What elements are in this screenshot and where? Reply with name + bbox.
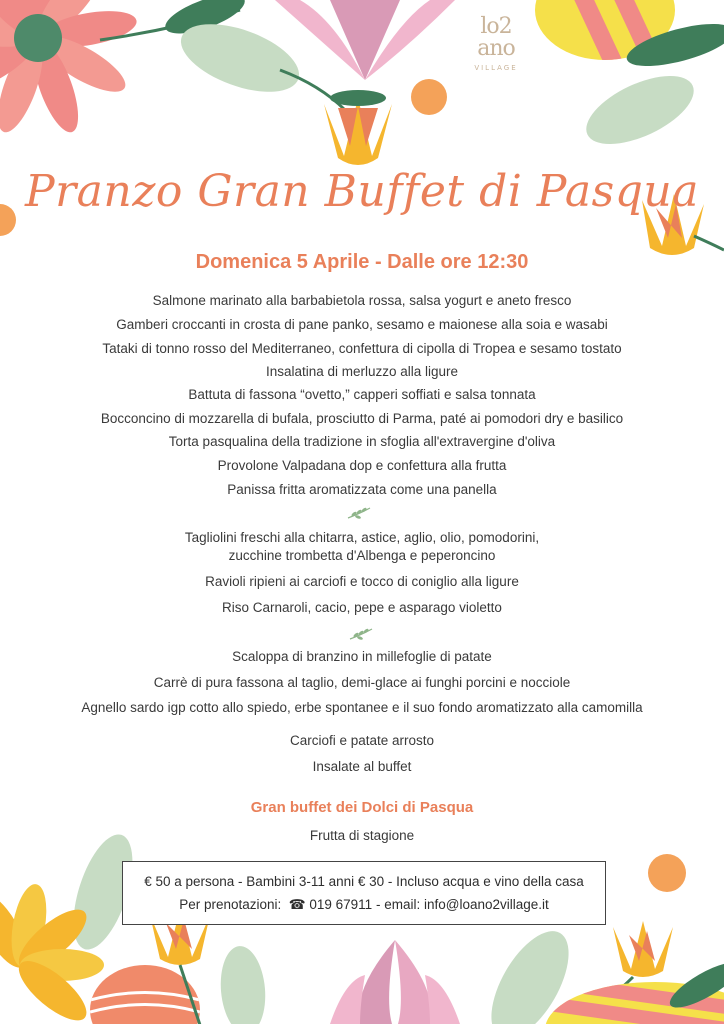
dessert-heading: Gran buffet dei Dolci di Pasqua <box>250 799 474 816</box>
email-link[interactable]: info@loano2village.it <box>424 897 549 912</box>
lily-icon <box>330 940 460 1024</box>
page-title: Pranzo Gran Buffet di Pasqua <box>25 166 699 217</box>
booking-line <box>123 897 605 913</box>
menu-item: Bocconcino di mozzarella di bufala, prosciutto di Parma, paté ai pomodori dry e basilico <box>100 411 624 426</box>
logo-subtitle: VILLAGE <box>474 64 518 72</box>
menu-item: Panissa fritta aromatizzata come una panella <box>227 482 497 497</box>
menu-item: zucchine trombetta d'Albenga e peperoncino <box>228 548 496 563</box>
booking-label: Per prenotazioni: <box>179 897 282 912</box>
phone-icon: ☎ <box>288 897 306 912</box>
dot-icon <box>411 79 447 115</box>
menu-item: Provolone Valpadana dop e confettura alla frutta <box>217 458 507 473</box>
menu-item: Salmone marinato alla barbabietola rossa, salsa yogurt e aneto fresco <box>152 293 572 308</box>
sprig-divider-icon <box>346 505 372 521</box>
email-separator: - email: <box>375 897 421 912</box>
pink-flower-icon <box>0 0 139 137</box>
menu-item: Gamberi croccanti in crosta di pane panko, sesamo e maionese alla soia e wasabi <box>116 317 608 332</box>
menu-item: Torta pasqualina della tradizione in sfoglia all'extravergine d'oliva <box>168 434 556 449</box>
leaf-icon <box>576 62 703 158</box>
event-date: Domenica 5 Aprile - Dalle ore 12:30 <box>195 251 529 273</box>
menu-item: Tagliolini freschi alla chitarra, astice, aglio, olio, pomodorini, <box>184 530 540 545</box>
menu-item: Carrè di pura fassona al taglio, demi-glace ai funghi porcini e nocciole <box>153 675 571 690</box>
menu-item: Insalate al buffet <box>312 759 412 774</box>
price-info-box <box>122 861 606 925</box>
phone-number[interactable]: 019 67911 <box>309 897 373 912</box>
dot-icon <box>648 854 686 892</box>
leaf-icon <box>217 944 269 1024</box>
menu-item: Carciofi e patate arrosto <box>289 733 435 748</box>
menu-item: Tataki di tonno rosso del Mediterraneo, confettura di cipolla di Tropea e sesamo tostato <box>102 341 622 356</box>
menu-item: Riso Carnaroli, cacio, pepe e asparago violetto <box>222 600 502 615</box>
menu-item: Insalatina di merluzzo alla ligure <box>265 364 459 379</box>
logo-mark-bottom: ano <box>477 36 515 61</box>
logo-mark-top: lo2 <box>480 14 512 39</box>
menu-item: Ravioli ripieni ai carciofi e tocco di coniglio alla ligure <box>205 574 519 589</box>
lily-icon <box>275 0 455 80</box>
menu-item: Frutta di stagione <box>309 828 415 843</box>
menu-item: Battuta di fassona “ovetto,” capperi soffiati e salsa tonnata <box>188 387 536 402</box>
menu-item: Agnello sardo igp cotto allo spiedo, erbe spontanee e il suo fondo aromatizzato alla camomilla <box>81 700 643 715</box>
price-text: € 50 a persona - Bambini 3-11 anni € 30 - Incluso acqua e vino della casa <box>144 874 584 889</box>
sprig-divider-icon <box>348 626 374 642</box>
brand-logo <box>466 16 526 72</box>
yellow-flower-icon <box>324 90 392 165</box>
menu-item: Scaloppa di branzino in millefoglie di patate <box>232 649 492 664</box>
